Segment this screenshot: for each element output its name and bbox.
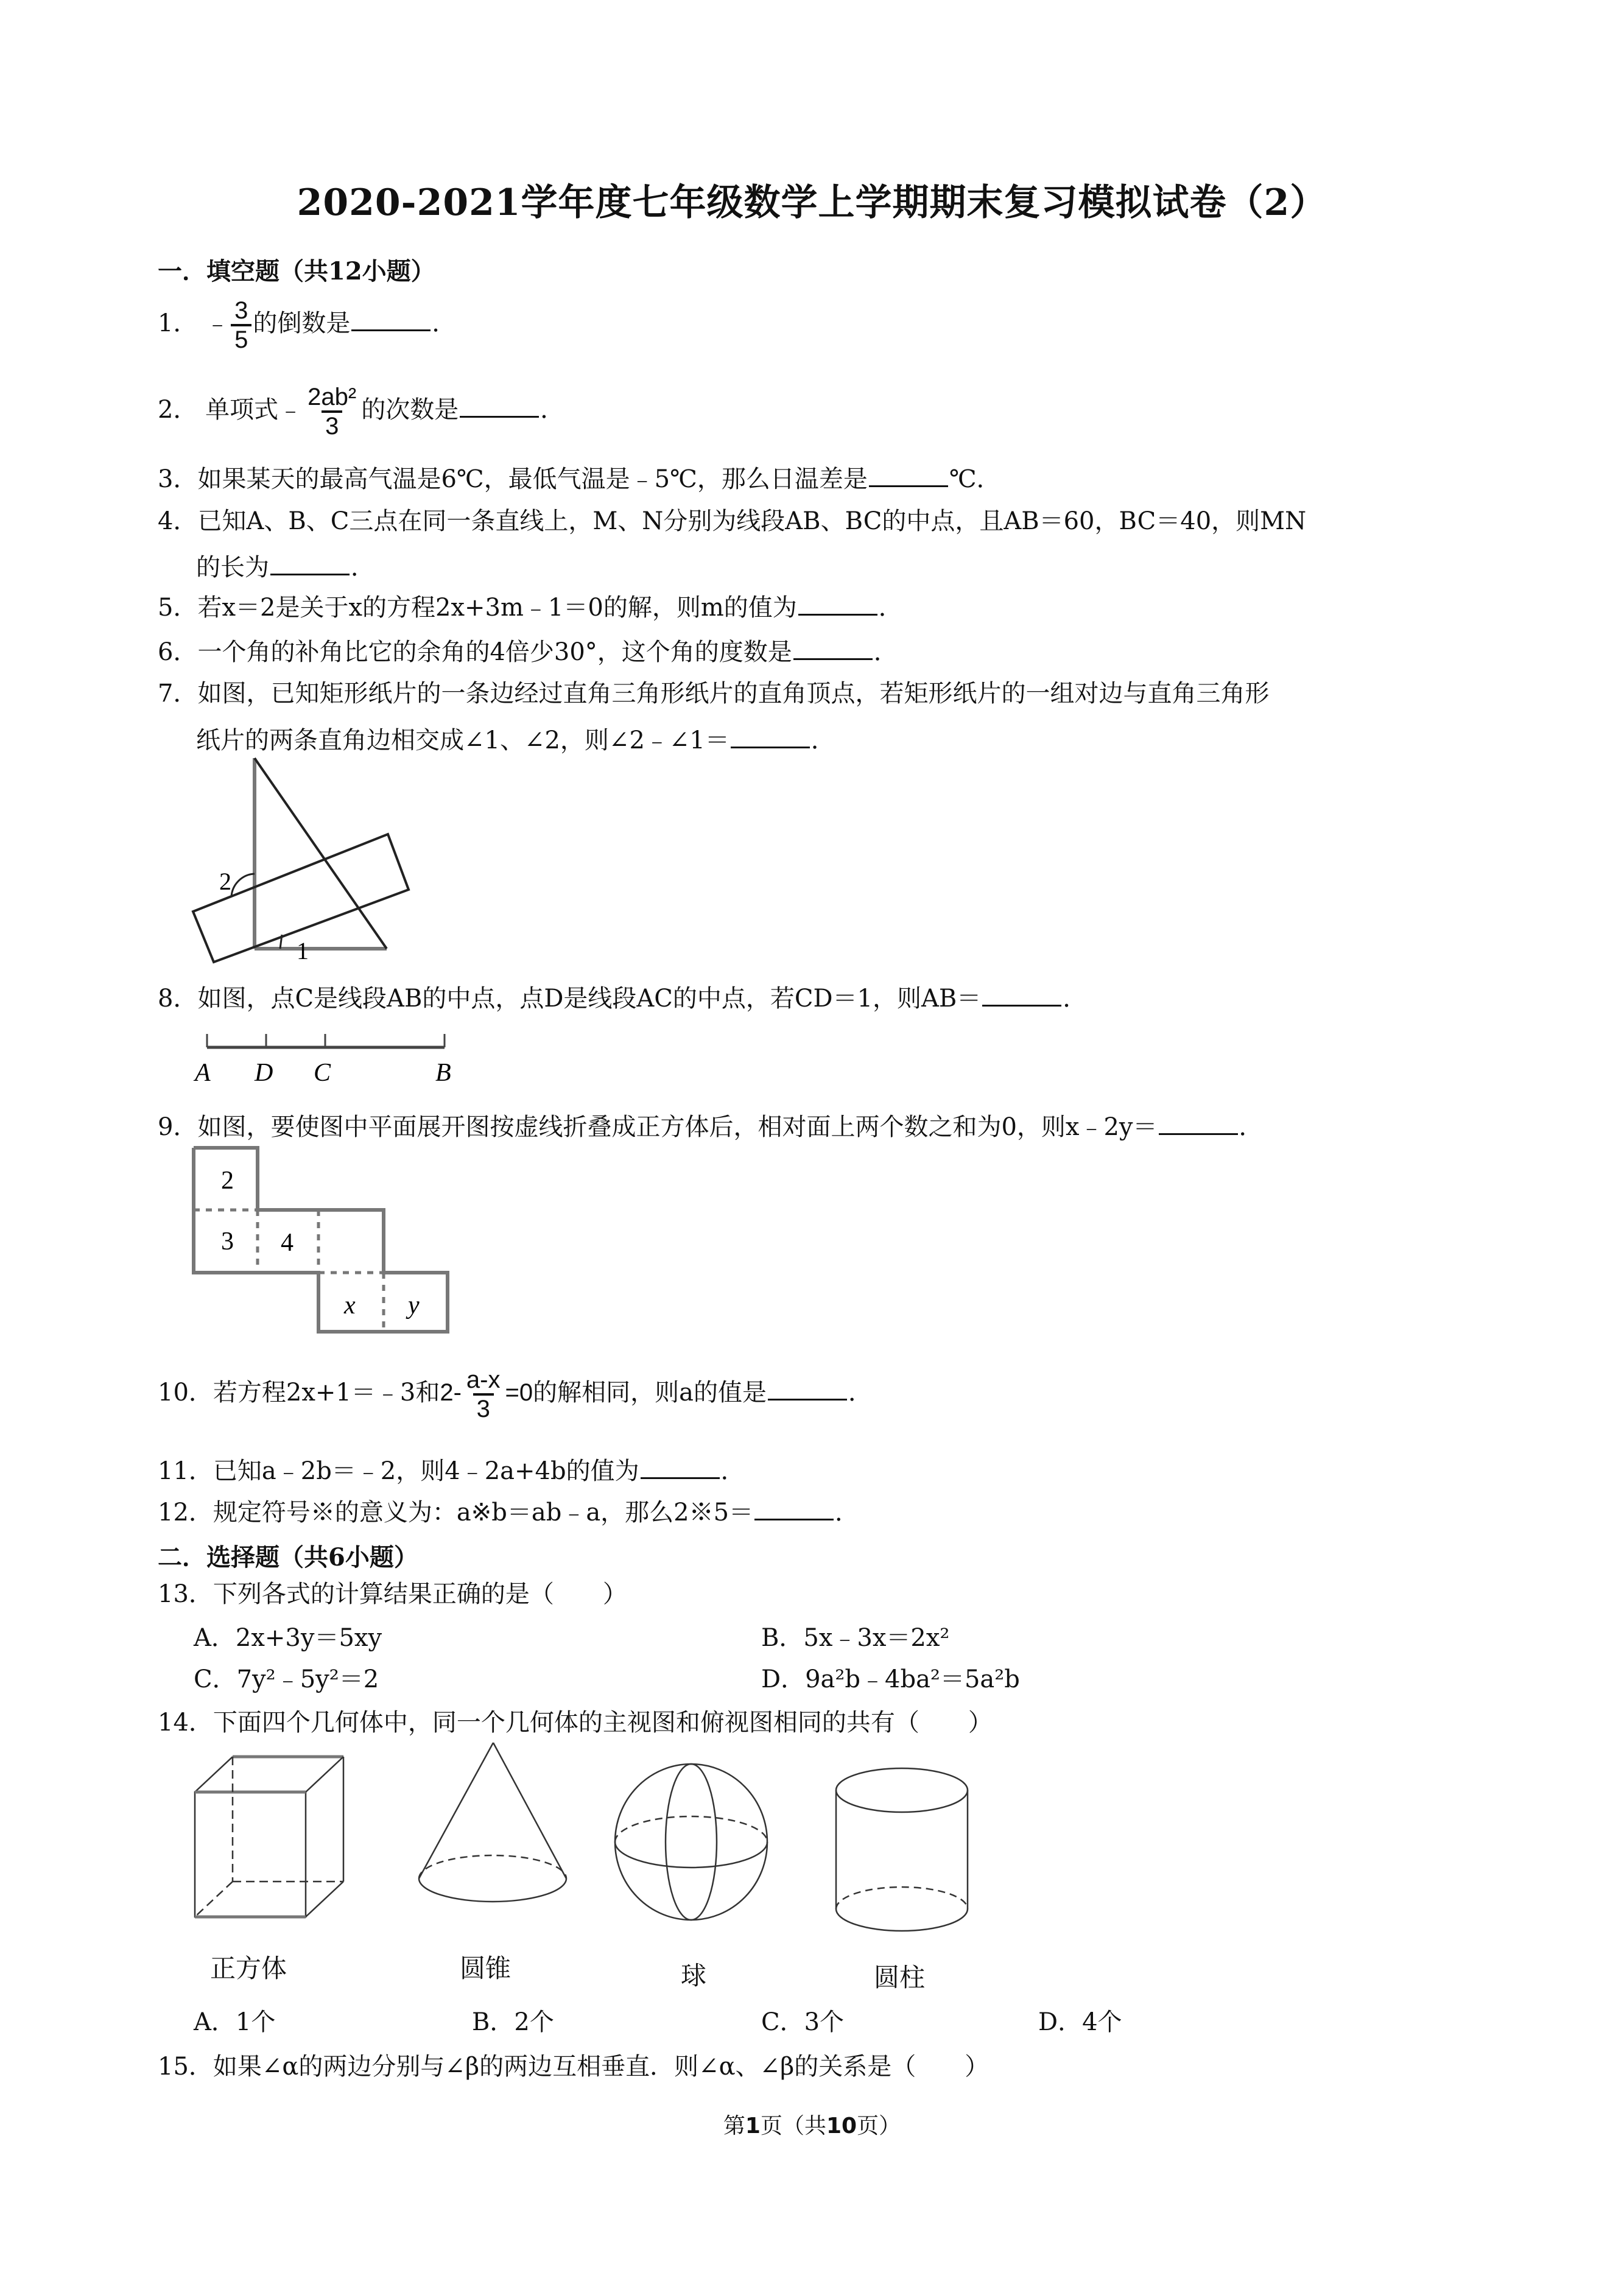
angle-1-label: 1 <box>297 937 309 965</box>
question-text: 的长为 <box>196 554 269 582</box>
question-number: 5． <box>158 594 198 622</box>
question-4-continued <box>196 550 375 582</box>
question-number: 1． <box>158 309 198 337</box>
fraction <box>304 384 360 440</box>
question-number: 13． <box>158 1580 213 1608</box>
answer-blank[interactable] <box>793 635 873 660</box>
figure-line-segment <box>189 1029 463 1090</box>
figure-sphere <box>612 1757 776 1933</box>
period: ． <box>720 1457 745 1485</box>
answer-blank[interactable] <box>641 1454 720 1479</box>
option-label: A． <box>194 2008 236 2036</box>
figure-triangle-rectangle <box>183 752 426 971</box>
question-15 <box>158 2052 989 2081</box>
question-number: 2． <box>158 396 198 424</box>
page-footer <box>0 2109 1624 2140</box>
question-prefix: 单项式﹣ <box>205 396 303 424</box>
option-expression: 7y²﹣5y²＝2 <box>236 1665 379 1693</box>
question-6 <box>158 635 898 667</box>
question-number: 7． <box>158 680 198 708</box>
fraction-numerator: 2ab² <box>308 384 357 410</box>
answer-blank[interactable] <box>869 462 948 487</box>
option-label: B． <box>472 2008 515 2036</box>
period: ． <box>1239 1113 1264 1141</box>
question-14 <box>158 1708 993 1737</box>
fraction-denominator: 5 <box>231 324 251 353</box>
question-7 <box>158 679 1269 708</box>
question-text: 的次数是 <box>361 396 459 424</box>
answer-blank[interactable] <box>982 982 1061 1007</box>
option-expression: 3个 <box>804 2008 845 2036</box>
point-b-label: B <box>435 1059 451 1087</box>
answer-blank[interactable] <box>1159 1110 1238 1135</box>
period: ． <box>540 396 565 424</box>
period: ． <box>835 1499 860 1527</box>
section-heading-fill-in: 一．填空题（共12小题） <box>158 257 435 286</box>
answer-blank[interactable] <box>351 306 431 331</box>
question-1 <box>158 297 456 353</box>
question-text: 已知A、B、C三点在同一条直线上，M、N分别为线段AB、BC的中点，且AB＝60，BC＝40，则MN <box>197 507 1307 535</box>
option-c[interactable] <box>194 1665 379 1694</box>
question-text: 如果某天的最高气温是6℃，最低气温是﹣5℃，那么日温差是 <box>197 465 868 493</box>
fraction-numerator: 3 <box>234 297 248 324</box>
answer-blank[interactable] <box>731 723 810 748</box>
option-b[interactable] <box>472 2008 554 2037</box>
fraction-numerator: a-x <box>466 1366 501 1393</box>
question-11 <box>158 1454 745 1486</box>
question-9 <box>158 1110 1264 1142</box>
question-number: 3． <box>158 465 198 493</box>
page-total: 10 <box>826 2114 857 2139</box>
question-number: 10． <box>158 1379 213 1407</box>
cell-label: 3 <box>221 1228 234 1256</box>
period: ． <box>848 1379 873 1407</box>
question-text: 如图，点C是线段AB的中点，点D是线段AC的中点，若CD＝1，则AB＝ <box>197 985 982 1013</box>
minus-sign: ﹣ <box>205 309 230 337</box>
answer-blank[interactable] <box>768 1376 847 1401</box>
period: ． <box>1063 985 1088 1013</box>
point-d-label: D <box>255 1059 273 1087</box>
figure-cone <box>414 1741 572 1924</box>
question-number: 6． <box>158 638 198 666</box>
page-title: 2020-2021学年度七年级数学上学期期末复习模拟试卷（2） <box>297 181 1327 224</box>
option-expression: 4个 <box>1082 2008 1122 2036</box>
option-label: D． <box>1038 2008 1083 2036</box>
option-c[interactable] <box>761 2008 844 2037</box>
figure-cube <box>189 1757 353 1939</box>
question-2 <box>158 384 564 440</box>
question-text: 的解相同，则a的值是 <box>533 1379 767 1407</box>
option-expression: 2x+3y＝5xy <box>235 1624 382 1652</box>
equation-left: 2- <box>440 1379 462 1406</box>
question-13 <box>158 1580 627 1609</box>
question-3 <box>158 462 1001 494</box>
period: ． <box>351 554 375 582</box>
answer-blank[interactable] <box>798 591 877 616</box>
unit-celsius: ℃． <box>949 465 1001 493</box>
question-text: 如图，要使图中平面展开图按虚线折叠成正方体后，相对面上两个数之和为0，则x﹣2y＝ <box>197 1113 1158 1141</box>
question-text: 规定符号※的意义为：a※b＝ab﹣a，那么2※5＝ <box>213 1499 754 1527</box>
answer-blank[interactable] <box>270 550 350 575</box>
cell-label-x: x <box>344 1292 356 1320</box>
shape-label-cylinder: 圆柱 <box>874 1963 926 1992</box>
question-number: 8． <box>158 985 198 1013</box>
question-8 <box>158 982 1087 1013</box>
question-number: 15． <box>158 2053 213 2081</box>
question-text: 纸片的两条直角边相交成∠1、∠2，则∠2﹣∠1＝ <box>196 726 729 754</box>
page-number: 1 <box>745 2114 761 2139</box>
point-c-label: C <box>314 1059 331 1087</box>
shape-label-cube: 正方体 <box>210 1953 287 1983</box>
question-text: 若x＝2是关于x的方程2x+3m﹣1＝0的解，则m的值为 <box>197 594 797 622</box>
period: ． <box>432 309 457 337</box>
option-label: B． <box>761 1624 804 1652</box>
angle-2-label: 2 <box>219 868 231 895</box>
question-text: 已知a﹣2b＝﹣2，则4﹣2a+4b的值为 <box>213 1457 639 1485</box>
option-b[interactable] <box>761 1623 949 1653</box>
option-label: C． <box>194 1665 237 1693</box>
shape-label-cone: 圆锥 <box>460 1953 511 1983</box>
question-number: 4． <box>158 507 198 535</box>
shape-label-sphere: 球 <box>681 1961 707 1991</box>
question-text: 若方程2x+1＝﹣3和 <box>213 1379 440 1407</box>
period: ． <box>810 726 835 754</box>
question-4 <box>158 507 1306 536</box>
cell-label: 4 <box>281 1229 294 1257</box>
cell-label-y: y <box>408 1292 420 1320</box>
figure-cube-net <box>192 1146 460 1341</box>
option-expression: 5x﹣3x＝2x² <box>803 1624 950 1652</box>
figure-cylinder <box>831 1766 977 1949</box>
option-d[interactable] <box>761 1665 1020 1694</box>
question-number: 11． <box>158 1457 213 1485</box>
section-heading-multiple-choice: 二．选择题（共6小题） <box>158 1543 418 1572</box>
fraction <box>231 297 251 353</box>
period: ． <box>873 638 898 666</box>
option-label: D． <box>761 1665 806 1693</box>
footer-middle: 页（共 <box>760 2114 826 2139</box>
fraction-denominator: 3 <box>322 410 342 440</box>
question-text: 如果∠α的两边分别与∠β的两边互相垂直．则∠α、∠β的关系是（ ） <box>213 2053 990 2081</box>
question-number: 14． <box>158 1709 213 1737</box>
equation-right: =0 <box>505 1379 533 1406</box>
footer-suffix: 页） <box>857 2114 901 2139</box>
option-label: A． <box>194 1624 236 1652</box>
option-label: C． <box>761 2008 804 2036</box>
question-7-continued <box>196 723 835 755</box>
question-12 <box>158 1495 859 1527</box>
question-10 <box>158 1366 873 1422</box>
option-expression: 2个 <box>514 2008 554 2036</box>
fraction-denominator: 3 <box>473 1393 494 1422</box>
point-a-label: A <box>195 1059 211 1087</box>
fraction <box>463 1366 504 1422</box>
question-text: 下列各式的计算结果正确的是（ ） <box>213 1580 627 1608</box>
cell-label: 2 <box>221 1167 234 1195</box>
option-expression: 1个 <box>235 2008 276 2036</box>
footer-prefix: 第 <box>723 2114 745 2139</box>
period: ． <box>878 594 903 622</box>
question-5 <box>158 591 903 622</box>
answer-blank[interactable] <box>754 1495 834 1520</box>
question-number: 12． <box>158 1499 213 1527</box>
option-d[interactable] <box>1038 2008 1122 2037</box>
answer-blank[interactable] <box>460 393 539 418</box>
question-number: 9． <box>158 1113 198 1141</box>
option-a[interactable] <box>194 2008 275 2037</box>
question-text: 的倒数是 <box>253 309 351 337</box>
option-a[interactable] <box>194 1623 382 1653</box>
question-text: 如图，已知矩形纸片的一条边经过直角三角形纸片的直角顶点，若矩形纸片的一组对边与直角三角形 <box>197 680 1270 708</box>
question-text: 一个角的补角比它的余角的4倍少30°，这个角的度数是 <box>197 638 792 666</box>
option-expression: 9a²b﹣4ba²＝5a²b <box>805 1665 1020 1693</box>
question-text: 下面四个几何体中，同一个几何体的主视图和俯视图相同的共有（ ） <box>213 1709 993 1737</box>
